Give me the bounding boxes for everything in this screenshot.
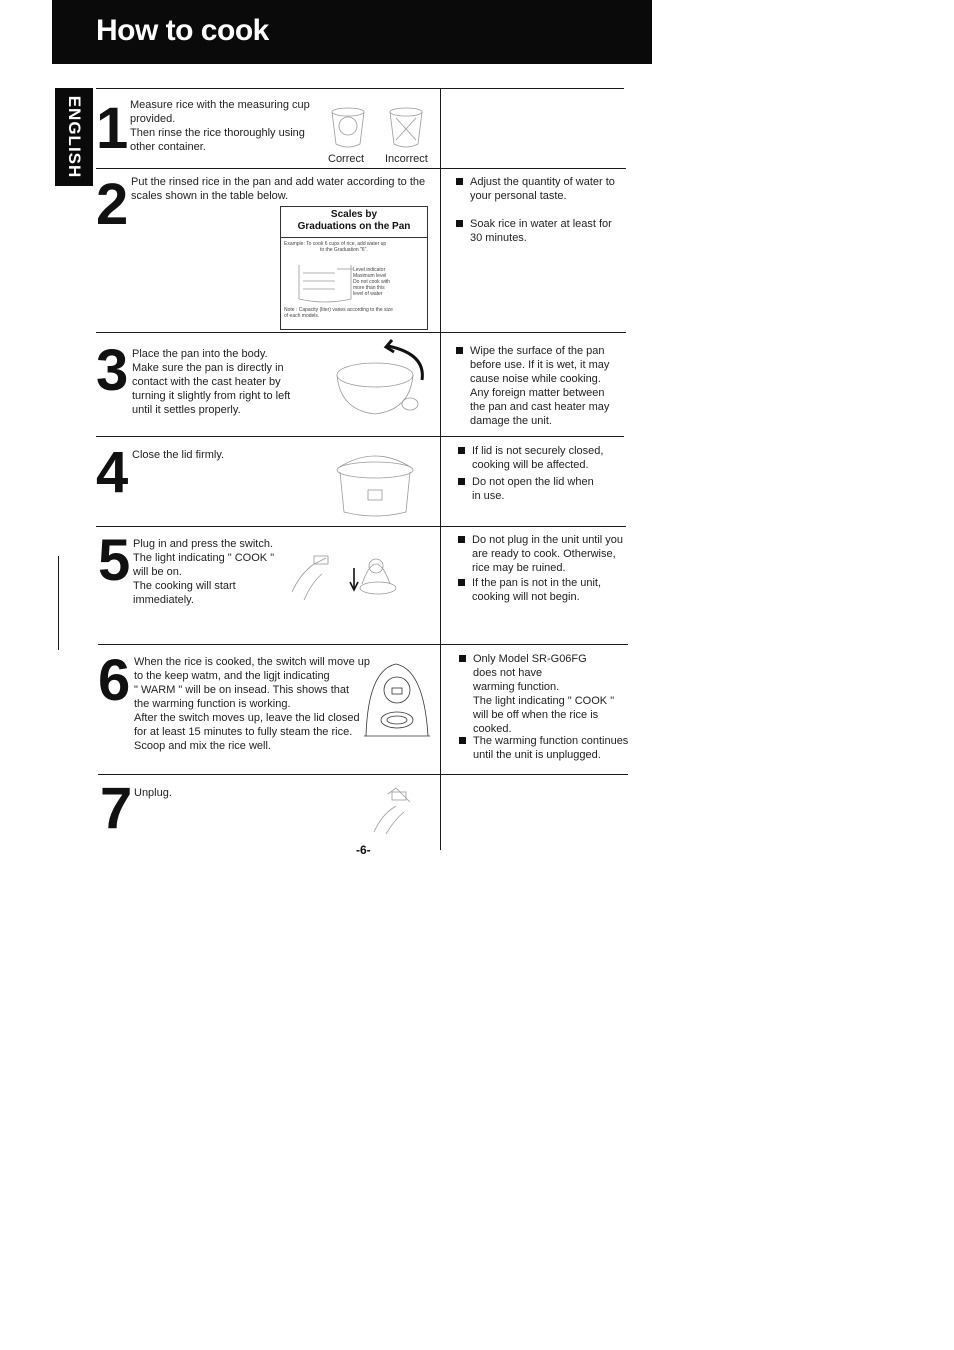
scales-title-line: Graduations on the Pan bbox=[297, 221, 411, 232]
text-line: The cooking will start bbox=[133, 580, 236, 592]
page-number: -6- bbox=[356, 843, 371, 857]
example-line: to the Graduation "6". bbox=[320, 247, 368, 253]
scales-labels bbox=[353, 267, 423, 297]
text-line: " WARM " will be on insead. This shows that bbox=[134, 684, 350, 696]
note-item bbox=[456, 175, 640, 203]
text-line: contact with the cast heater by bbox=[132, 376, 281, 388]
rule-step-4 bbox=[96, 526, 626, 527]
text-line: Then rinse the rice thoroughly using bbox=[130, 127, 305, 139]
incorrect-caption: Incorrect bbox=[385, 153, 428, 165]
scale-label: more than this bbox=[353, 285, 385, 291]
text-line: Scoop and mix the rice well. bbox=[134, 740, 271, 752]
note-line: 30 minutes. bbox=[470, 232, 527, 244]
scales-title bbox=[281, 209, 427, 233]
note-item bbox=[459, 734, 645, 762]
note-line: The warming function continues bbox=[473, 735, 629, 747]
note-line: Wipe the surface of the pan bbox=[470, 345, 605, 357]
rule-step-2 bbox=[96, 332, 626, 333]
note-line: your personal taste. bbox=[470, 190, 567, 202]
text-line: to the keep watm, and the ligjt indicating bbox=[134, 670, 330, 682]
rule-step-6 bbox=[98, 774, 628, 775]
text-line: scales shown in the table below. bbox=[131, 190, 289, 202]
rule-step-3 bbox=[96, 436, 624, 437]
scales-table bbox=[280, 206, 428, 330]
language-tab bbox=[55, 88, 93, 186]
step-3-text bbox=[132, 347, 332, 417]
text-line: turning it slightly from right to left bbox=[132, 390, 291, 402]
note-line: rice may be ruined. bbox=[472, 562, 566, 574]
scale-label: Level indicator bbox=[353, 267, 386, 273]
note-line: If the pan is not in the unit, bbox=[472, 577, 602, 589]
note-line: the pan and cast heater may bbox=[470, 401, 610, 413]
text-line: Make sure the pan is directly in bbox=[132, 362, 284, 374]
text-line: other container. bbox=[130, 141, 206, 153]
unplug-illustration bbox=[366, 780, 426, 836]
step-4-text bbox=[132, 448, 332, 462]
note-line: Any foreign matter between bbox=[470, 387, 605, 399]
note-line: in use. bbox=[472, 490, 505, 502]
text-line: Plug in and press the switch. bbox=[133, 538, 274, 550]
lid-illustration bbox=[330, 446, 425, 522]
text-line: Unplug. bbox=[134, 787, 172, 799]
note-line: cooking will be affected. bbox=[472, 459, 589, 471]
text-line: Measure rice with the measuring cup bbox=[130, 99, 310, 111]
scale-label: level of water bbox=[353, 291, 383, 297]
pan-scale-illustration bbox=[295, 259, 355, 305]
note-line: will be off when the rice is bbox=[473, 709, 599, 721]
note-line: Soak rice in water at least for bbox=[470, 218, 612, 230]
text-line: will be on. bbox=[133, 566, 182, 578]
note-line: Adjust the quantity of water to bbox=[470, 176, 615, 188]
column-divider bbox=[440, 88, 441, 850]
scales-note bbox=[284, 307, 426, 319]
text-line: Close the lid firmly. bbox=[132, 449, 225, 461]
note-line: does not have bbox=[473, 667, 543, 679]
text-line: Put the rinsed rice in the pan and add water according to the bbox=[131, 176, 426, 188]
note-line: The light indicating " COOK " bbox=[473, 695, 615, 707]
note-item bbox=[456, 344, 640, 428]
note-line: warming function. bbox=[473, 681, 560, 693]
step-number: 2 bbox=[96, 172, 129, 237]
step-number: 3 bbox=[96, 338, 129, 403]
note-item bbox=[459, 652, 645, 736]
text-line: for at least 15 minutes to fully steam the rice. bbox=[134, 726, 353, 738]
note-line: before use. If it is wet, it may bbox=[470, 359, 610, 371]
note-line: of each models. bbox=[284, 313, 320, 319]
note-line: Only Model SR-G06FG bbox=[473, 653, 587, 665]
rule-step-5 bbox=[98, 644, 628, 645]
scales-example bbox=[284, 241, 424, 253]
text-line: the warming function is working. bbox=[134, 698, 291, 710]
note-line: Note : Capacity (liter) varies according to the size bbox=[284, 307, 393, 313]
note-line: cooked. bbox=[473, 723, 512, 735]
step-6-text bbox=[134, 655, 384, 753]
scale-label: Do not cook with bbox=[353, 279, 390, 285]
rule-step-1 bbox=[96, 168, 626, 169]
step-2-text bbox=[131, 175, 436, 203]
note-line: Do not open the lid when bbox=[472, 476, 594, 488]
rule-top bbox=[96, 88, 624, 89]
step-number: 4 bbox=[96, 440, 129, 505]
scales-divider bbox=[281, 237, 427, 238]
step-1-text bbox=[130, 98, 330, 154]
text-line: After the switch moves up, leave the lid closed bbox=[134, 712, 360, 724]
step-number: 6 bbox=[98, 648, 131, 713]
scales-title-line: Scales by bbox=[330, 209, 378, 220]
plug-switch-illustration bbox=[286, 544, 426, 612]
text-line: until it settles properly. bbox=[132, 404, 241, 416]
text-line: immediately. bbox=[133, 594, 194, 606]
page-title: How to cook bbox=[96, 14, 269, 47]
example-line: Example: To cook 6 cups of rice, add water up bbox=[284, 241, 387, 247]
pan-insert-illustration bbox=[330, 340, 430, 425]
step-number: 5 bbox=[98, 528, 131, 593]
text-line: provided. bbox=[130, 113, 176, 125]
note-item bbox=[458, 533, 644, 575]
step-number: 1 bbox=[96, 96, 129, 161]
correct-caption: Correct bbox=[328, 153, 365, 165]
note-line: If lid is not securely closed, bbox=[472, 445, 604, 457]
language-label: ENGLISH bbox=[65, 95, 84, 179]
note-item bbox=[456, 217, 640, 245]
warm-switch-illustration bbox=[358, 660, 434, 746]
text-line: Place the pan into the body. bbox=[132, 348, 268, 360]
scale-label: Maximum level bbox=[353, 273, 387, 279]
text-line: When the rice is cooked, the switch will move up bbox=[134, 656, 370, 668]
step-5-text bbox=[133, 537, 293, 607]
step-7-text bbox=[134, 786, 234, 800]
step-number: 7 bbox=[100, 776, 133, 841]
rinse-illustration bbox=[328, 104, 433, 154]
note-line: damage the unit. bbox=[470, 415, 552, 427]
note-item bbox=[458, 475, 642, 503]
text-line: The light indicating " COOK " bbox=[133, 552, 275, 564]
note-line: Do not plug in the unit until you bbox=[472, 534, 624, 546]
note-item bbox=[458, 576, 644, 604]
margin-mark bbox=[58, 556, 59, 650]
note-line: until the unit is unplugged. bbox=[473, 749, 601, 761]
note-item bbox=[458, 444, 642, 472]
note-line: are ready to cook. Otherwise, bbox=[472, 548, 616, 560]
note-line: cause noise while cooking. bbox=[470, 373, 601, 385]
note-line: cooking will not begin. bbox=[472, 591, 580, 603]
